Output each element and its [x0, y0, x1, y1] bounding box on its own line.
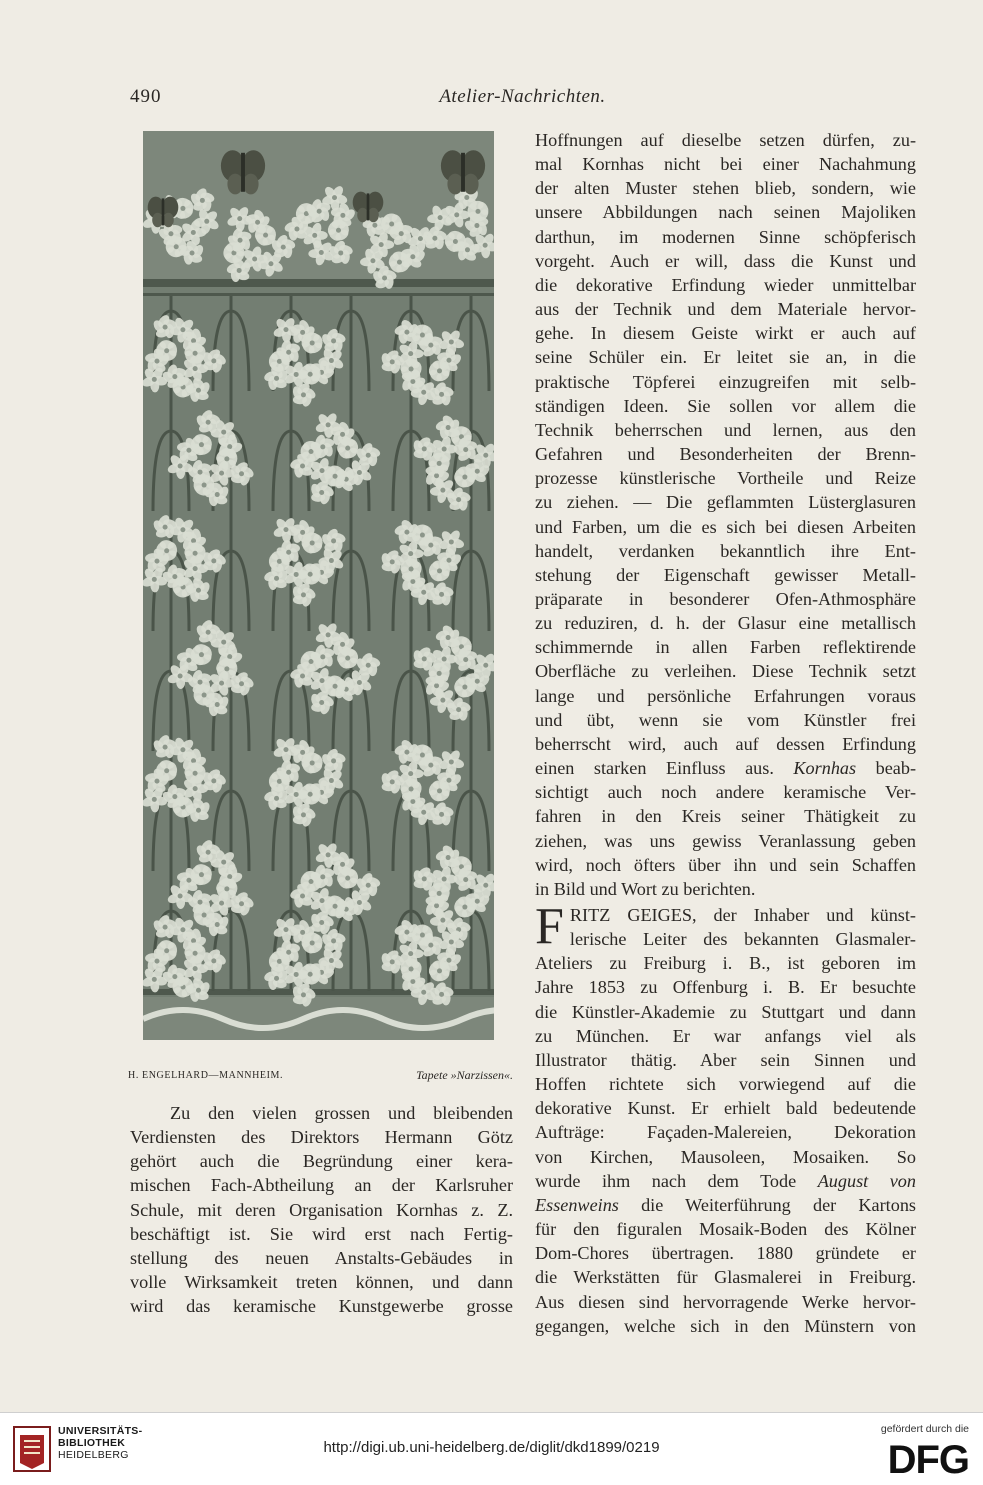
text-line: vorgeht. Auch er will, dass die Kunst und — [535, 250, 916, 271]
text-line: mal Kornhas nicht bei einer Nachahmung — [535, 154, 916, 175]
text-line: lerische Leiter des bekannten Glasmaler- — [569, 929, 916, 950]
text-line: Aufträge: Façaden-Malereien, Dekoration — [535, 1122, 916, 1143]
source-url-link[interactable]: http://digi.ub.uni-heidelberg.de/diglit/dkd1899/0219 — [323, 1439, 660, 1456]
text-line: schimmernde in allen Farben reflektirende — [535, 637, 916, 658]
funded-by-label: gefördert durch die — [880, 1423, 969, 1435]
text-line: darthun, im modernen Sinne schöpferisch — [535, 226, 916, 247]
text-line: ständigen Ideen. Sie sollen vor allem die — [535, 395, 916, 416]
text-line: praktische Töpferei einzugreifen mit selb- — [535, 371, 916, 392]
text-line: präparate in besonderer Ofen-Athmosphäre — [535, 588, 916, 609]
kornhas-line-end: beab- — [856, 758, 917, 779]
text-line: in Bild und Wort zu berichten. — [535, 878, 756, 899]
text-line: wird, noch öfters über ihn und sein Schaffen — [535, 854, 916, 875]
text-line: Illustrator thätig. Aber sein Sinnen und — [535, 1049, 916, 1070]
text-line: sichtigt auch noch andere keramische Ver- — [535, 782, 916, 803]
dfg-logo: DFG — [887, 1438, 969, 1482]
wallpaper-pattern-image — [143, 131, 494, 1040]
text-line: Aus diesen sind hervorragende Werke hervor- — [535, 1291, 916, 1312]
text-line: gegangen, welche sich in den Münstern von — [535, 1315, 916, 1336]
text-line: fahren in den Kreis seiner Thätigkeit zu — [535, 806, 916, 827]
text-line: zu reduziren, d. h. der Glasur eine metallisch — [535, 613, 916, 634]
text-line: prozesse künstlerische Vortheile und Reize — [535, 468, 916, 489]
text-line: die Künstler-Akademie zu Stuttgart und dann — [535, 1001, 916, 1022]
text-line: Schule, mit deren Organisation Kornhas z. Z. — [130, 1199, 513, 1220]
text-line: zu ziehen. — Die geflammten Lüsterglasuren — [535, 492, 916, 513]
essenweins-after: die Weiterführung der Kartons — [618, 1194, 916, 1215]
essenwein-line-2 — [535, 1193, 916, 1217]
footer-bar — [0, 1412, 983, 1485]
text-line: und übt, wenn sie vom Künstler frei — [535, 709, 916, 730]
dropcap-letter: F — [535, 898, 564, 955]
text-line: Technik beherrschen und lernen, aus den — [535, 419, 916, 440]
text-line: die dekorative Erfindung wieder unmittelbar — [535, 274, 916, 295]
section-title: Atelier-Nachrichten. — [439, 86, 606, 107]
text-line: stellung des neuen Anstalts-Gebäudes in — [130, 1247, 513, 1268]
text-line: mischen Fach-Abtheilung an der Karlsruher — [130, 1175, 513, 1196]
text-line: wird das keramische Kunstgewerbe grosse — [130, 1296, 513, 1317]
text-line: Hoffnungen auf dieselbe setzen dürfen, zu- — [535, 130, 916, 150]
text-line: Oberfläche zu verleihen. Diese Technik setzt — [535, 661, 916, 682]
august-von-italic: August von — [817, 1170, 916, 1191]
essenweins-italic: Essenweins — [535, 1194, 619, 1215]
caption-title: Tapete »Narzissen«. — [416, 1068, 513, 1082]
right-column-text — [535, 128, 916, 1338]
text-line: und Farben, um die es sich bei diesen Arbeiten — [535, 516, 916, 537]
essenwein-line-1 — [535, 1169, 916, 1193]
text-line: unsere Abbildungen nach seinen Majoliken — [535, 202, 916, 223]
text-line: zu München. Er war anfangs viel als — [535, 1025, 916, 1046]
text-line: seine Schüler ein. Er leitet sie an, in die — [535, 347, 916, 368]
wallpaper-figure — [143, 131, 494, 1040]
uni-line-2: BIBLIOTHEK — [58, 1437, 126, 1449]
text-line: dekorative Kunst. Er erhielt bald bedeutende — [535, 1098, 916, 1119]
text-line: stehung der Eigenschaft gewisser Metall- — [535, 564, 916, 585]
text-line: aus der Technik und dem Materiale hervor- — [535, 299, 916, 320]
text-line: beschäftigt ist. Sie wird erst nach Fertig- — [130, 1223, 513, 1244]
kornhas-line-start: einen starken Einfluss aus. — [535, 758, 774, 779]
text-line: handelt, verdanken bekanntlich ihre Ent- — [535, 540, 916, 561]
text-line: lange und persönliche Erfahrungen voraus — [535, 685, 916, 706]
text-line: volle Wirksamkeit treten können, und dann — [130, 1272, 513, 1293]
text-line: ziehen, was uns gewiss Veranlassung geben — [535, 830, 916, 851]
text-line: gehe. In diesem Geiste wirkt er auch auf — [535, 323, 916, 344]
text-line: von Kirchen, Mausoleen, Mosaiken. So — [535, 1146, 916, 1167]
text-line: Verdiensten des Direktors Hermann Götz — [130, 1127, 513, 1148]
text-line: Gefahren und Besonderheiten der Brenn- — [535, 444, 916, 465]
text-line: Zu den vielen grossen und bleibenden — [170, 1103, 513, 1123]
kornhas-line — [535, 756, 916, 780]
text-line: beherrscht wird, auch auf dessen Erfindung — [535, 733, 916, 754]
left-column-text — [130, 1101, 513, 1318]
text-line: für den figuralen Mosaik-Boden des Kölner — [535, 1219, 916, 1240]
text-line: Jahre 1853 zu Offenburg i. B. Er besuchte — [535, 977, 916, 998]
geiges-first-line: RITZ GEIGES, der Inhaber und künst- — [569, 905, 916, 925]
wurde-line-start: wurde ihm nach dem Tode — [535, 1170, 818, 1191]
caption-credit: H. ENGELHARD—MANNHEIM. — [128, 1070, 284, 1081]
uni-line-1: UNIVERSITÄTS- — [58, 1425, 143, 1437]
text-line: Hoffen richtete sich vorwiegend auf die — [535, 1074, 916, 1095]
figure-caption — [128, 1068, 513, 1088]
text-line: der alten Muster stehen blieb, sondern, wie — [535, 178, 916, 199]
text-line: gehört auch die Begründung einer kera- — [130, 1151, 513, 1172]
running-head — [130, 86, 915, 116]
text-line: Dom-Chores übertragen. 1880 gründete er — [535, 1243, 916, 1264]
text-line: Ateliers zu Freiburg i. B., ist geboren im — [535, 953, 916, 974]
uni-line-3: HEIDELBERG — [58, 1449, 129, 1461]
text-line: die Werkstätten für Glasmalerei in Freiburg. — [535, 1267, 916, 1288]
kornhas-italic: Kornhas — [793, 758, 857, 779]
page-number: 490 — [130, 86, 162, 107]
